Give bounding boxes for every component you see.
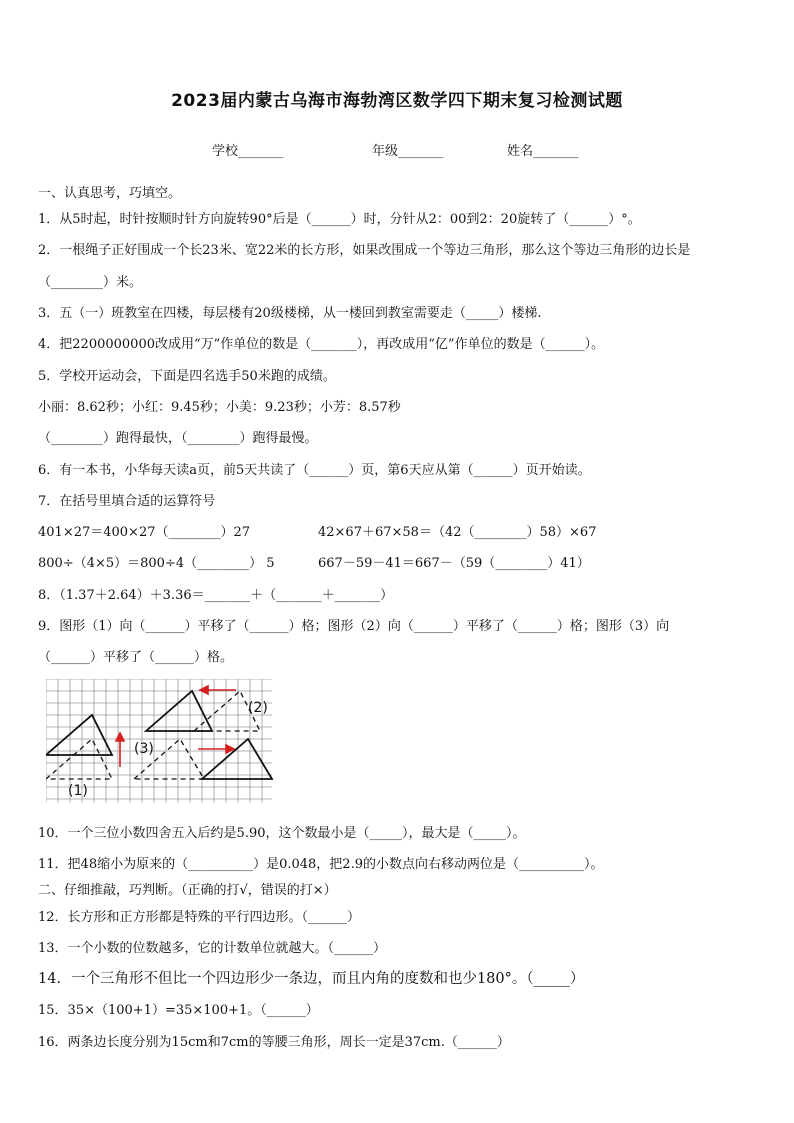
question-1: 1．从5时起，时针按顺时针方向旋转90°后是（______）时，分针从2：00到2：20旋转了（______）°。 (38, 212, 641, 227)
shape-2-label: (2) (248, 700, 268, 716)
question-8: 8．（1.37＋2.64）＋3.36＝_______＋（_______＋_______） (38, 588, 394, 603)
arrow-left-head (200, 686, 208, 694)
question-15: 15．35×（100+1）=35×100+1。（______） (38, 1003, 319, 1018)
shape-1-label: (1) (68, 783, 88, 799)
section-2-heading: 二、仔细推敲，巧判断。（正确的打√，错误的打×） (38, 883, 337, 898)
question-7-row1-left: 401×27＝400×27（________）27 (38, 525, 251, 540)
shape-1-original (46, 739, 112, 779)
shape-3-label: (3) (134, 741, 154, 757)
question-2: 2．一根绳子正好围成一个长23米、宽22米的长方形，如果改围成一个等边三角形，那么这个等边三角形的边长是 (38, 243, 691, 258)
question-5: 5．学校开运动会，下面是四名选手50米跑的成绩。 (38, 369, 336, 384)
section-1-heading: 一、认真思考，巧填空。 (38, 186, 182, 201)
question-9: 9．图形（1）向（______）平移了（______）格；图形（2）向（______）平移了（______）格；图形（3）向 (38, 619, 670, 634)
name-field: 姓名_______ (507, 144, 579, 159)
grade-field: 年级_______ (372, 144, 444, 159)
shape-3-final (202, 739, 272, 779)
arrow-up-head (116, 733, 124, 741)
question-6: 6．有一本书，小华每天读a页，前5天共读了（______）页，第6天应从第（______）页开始读。 (38, 463, 591, 478)
school-field: 学校_______ (212, 144, 284, 159)
question-3: 3．五（一）班教室在四楼，每层楼有20级楼梯，从一楼回到教室需要走（_____）楼梯. (38, 306, 542, 321)
shape-1-moved (46, 715, 112, 755)
question-14: 14．一个三角形不但比一个四边形少一条边，而且内角的度数和也少180°。（_____） (38, 971, 585, 987)
question-10: 10．一个三位小数四舍五入后约是5.90，这个数最小是（_____），最大是（_____）。 (38, 826, 526, 841)
question-7: 7．在括号里填合适的运算符号 (38, 494, 216, 509)
question-7-row1-right: 42×67＋67×58＝（42（________）58）×67 (318, 525, 597, 540)
question-2-blank: （________）米。 (38, 275, 143, 290)
question-7-row2-right: 667－59－41＝667－（59（________）41） (318, 556, 590, 571)
question-12: 12．长方形和正方形都是特殊的平行四边形。（______） (38, 910, 361, 925)
question-16: 16．两条边长度分别为15cm和7cm的等腰三角形，周长一定是37cm.（______） (38, 1035, 510, 1050)
question-9-cont: （______）平移了（______）格。 (38, 650, 234, 665)
question-5-blanks: （________）跑得最快，（________）跑得最慢。 (38, 431, 318, 446)
question-7-row2-left: 800÷（4×5）＝800÷4（________） 5 (38, 556, 275, 571)
question-11: 11．把48缩小为原来的（__________）是0.048，把2.9的小数点向右移动两位是（__________）。 (38, 857, 604, 872)
question-13: 13．一个小数的位数越多，它的计数单位就越大。（______） (38, 941, 387, 956)
page-title: 2023届内蒙古乌海市海勃湾区数学四下期末复习检测试题 (171, 91, 623, 111)
translation-grid-figure (46, 679, 274, 805)
question-4: 4．把2200000000改成用“万”作单位的数是（_______），再改成用“亿”作单位的数是（______）。 (38, 337, 605, 352)
question-5-scores: 小丽：8.62秒；小红：9.45秒；小美：9.23秒；小芳：8.57秒 (38, 400, 401, 415)
